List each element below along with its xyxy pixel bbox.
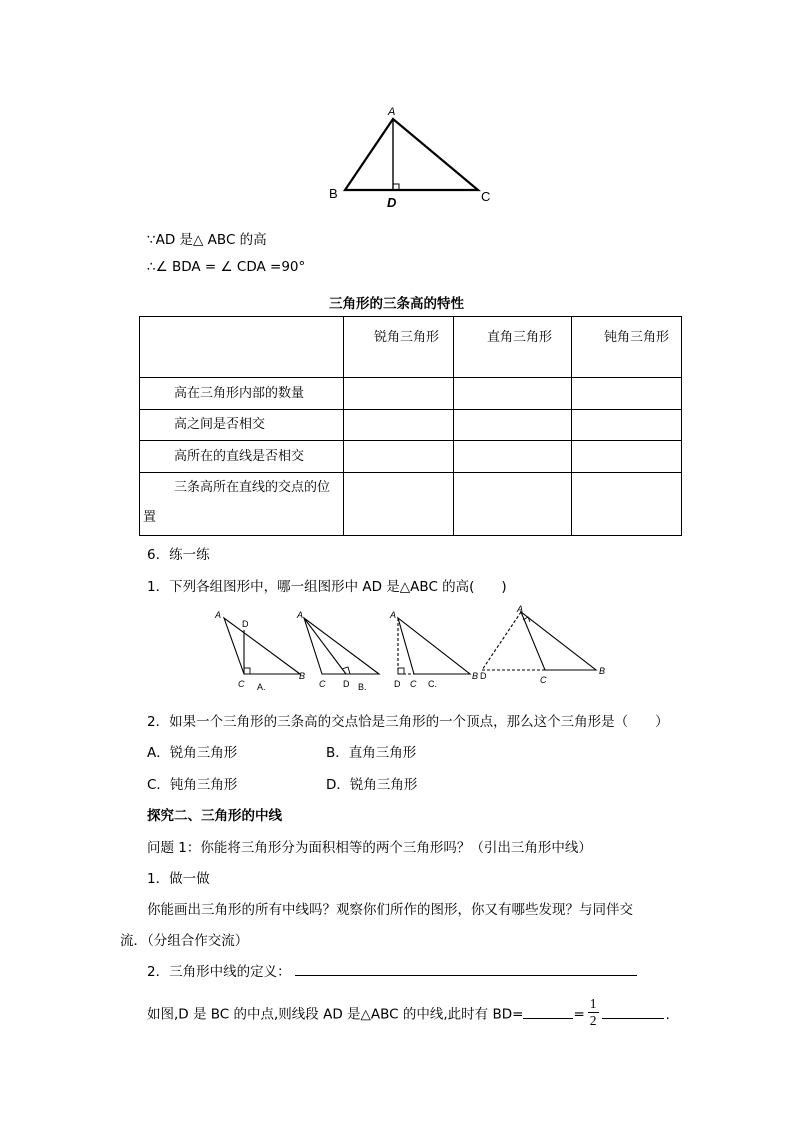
definition-label: 2．三角形中线的定义：	[147, 964, 291, 980]
question-2: 2．如果一个三角形的三条高的交点恰是三角形的一个顶点，那么这个三角形是（ ）	[147, 714, 669, 730]
practice-heading: 6．练一练	[147, 547, 210, 563]
table-cell[interactable]	[344, 410, 454, 441]
label-d: D	[387, 195, 397, 210]
table-row	[140, 410, 682, 441]
svg-text:A.: A.	[257, 682, 266, 692]
svg-text:C: C	[319, 679, 326, 689]
figure-option-a	[214, 610, 305, 692]
paragraph-line-2: 流．（分组合作交流）	[120, 933, 249, 949]
table-cell[interactable]	[572, 378, 682, 410]
svg-text:C: C	[540, 675, 547, 685]
q1-option-figures	[210, 604, 620, 694]
row-label-intersect: 高之间是否相交	[140, 410, 344, 441]
definition-line	[147, 960, 637, 980]
bd-blank[interactable]	[523, 1004, 573, 1019]
altitude-properties-table	[139, 316, 682, 536]
table-cell[interactable]	[454, 473, 572, 536]
table-cell[interactable]	[454, 378, 572, 410]
paragraph-line-1: 你能画出三角形的所有中线吗？观察你们所作的图形，你又有哪些发现？与同伴交	[147, 902, 633, 918]
option-d[interactable]: D．锐角三角形	[326, 777, 418, 793]
svg-text:B.: B.	[358, 682, 367, 692]
definition-blank[interactable]	[295, 961, 637, 976]
triangle-abc	[345, 119, 478, 190]
table-cell[interactable]	[344, 378, 454, 410]
example-line	[147, 998, 670, 1031]
row-label-intersection-position: 三条高所在直线的交点的位置	[140, 473, 344, 536]
svg-text:C.: C.	[428, 679, 437, 689]
svg-text:A: A	[215, 610, 222, 620]
table-cell[interactable]	[572, 410, 682, 441]
table-cell[interactable]	[572, 473, 682, 536]
example-text: 如图,D 是 BC 的中点,则线段 AD 是△ABC 的中线,此时有 BD=	[147, 1006, 524, 1023]
question-1: 1．下列各组图形中，哪一组图形中 AD 是△ABC 的高( )	[147, 579, 507, 595]
table-corner-cell	[140, 317, 344, 378]
svg-text:C: C	[410, 679, 417, 689]
half-blank[interactable]	[602, 1004, 664, 1019]
svg-text:B: B	[472, 671, 479, 681]
row-label-lines-intersect: 高所在的直线是否相交	[140, 441, 344, 473]
svg-text:A: A	[517, 604, 524, 614]
figure-option-d	[480, 604, 605, 685]
row-label-inside-count: 高在三角形内部的数量	[140, 378, 344, 410]
svg-text:D: D	[480, 671, 487, 681]
svg-text:D: D	[242, 619, 249, 629]
header-obtuse: 钝角三角形	[572, 317, 682, 378]
table-row	[140, 473, 682, 536]
label-b: B	[329, 186, 338, 201]
table-cell[interactable]	[344, 473, 454, 536]
header-right: 直角三角形	[454, 317, 572, 378]
fraction-half: $\frac{1}{2}$	[589, 996, 597, 1028]
figure-option-b	[296, 610, 379, 692]
table-row	[140, 441, 682, 473]
option-c[interactable]: C．钝角三角形	[147, 777, 238, 793]
equals-sign: =	[573, 1006, 585, 1023]
table-cell[interactable]	[572, 441, 682, 473]
table-cell[interactable]	[344, 441, 454, 473]
svg-text:B: B	[299, 671, 306, 681]
because-statement: ∵AD 是△ ABC 的高	[147, 232, 267, 248]
svg-text:D: D	[394, 679, 401, 689]
table-row	[140, 378, 682, 410]
table-cell[interactable]	[454, 441, 572, 473]
do-it-heading: 1．做一做	[147, 871, 210, 887]
table-cell[interactable]	[454, 410, 572, 441]
svg-text:A: A	[390, 610, 397, 620]
label-a: A	[388, 106, 396, 118]
svg-text:D: D	[343, 679, 350, 689]
option-a[interactable]: A．锐角三角形	[147, 745, 238, 761]
table-title: 三角形的三条高的特性	[329, 296, 464, 312]
label-c: C	[481, 189, 491, 204]
period: .	[665, 1006, 670, 1023]
problem-1: 问题 1：你能将三角形分为面积相等的两个三角形吗？（引出三角形中线）	[147, 840, 592, 856]
section-heading-median: 探究二、三角形的中线	[147, 808, 282, 824]
option-b[interactable]: B．直角三角形	[326, 745, 417, 761]
header-acute: 锐角三角形	[344, 317, 454, 378]
table-header-row	[140, 317, 682, 378]
triangle-altitude-figure	[320, 100, 500, 215]
figure-option-c	[389, 610, 478, 689]
svg-text:C: C	[238, 679, 245, 689]
therefore-statement: ∴∠ BDA = ∠ CDA =90°	[147, 259, 306, 275]
svg-text:A: A	[297, 610, 304, 620]
svg-text:B: B	[599, 666, 606, 676]
